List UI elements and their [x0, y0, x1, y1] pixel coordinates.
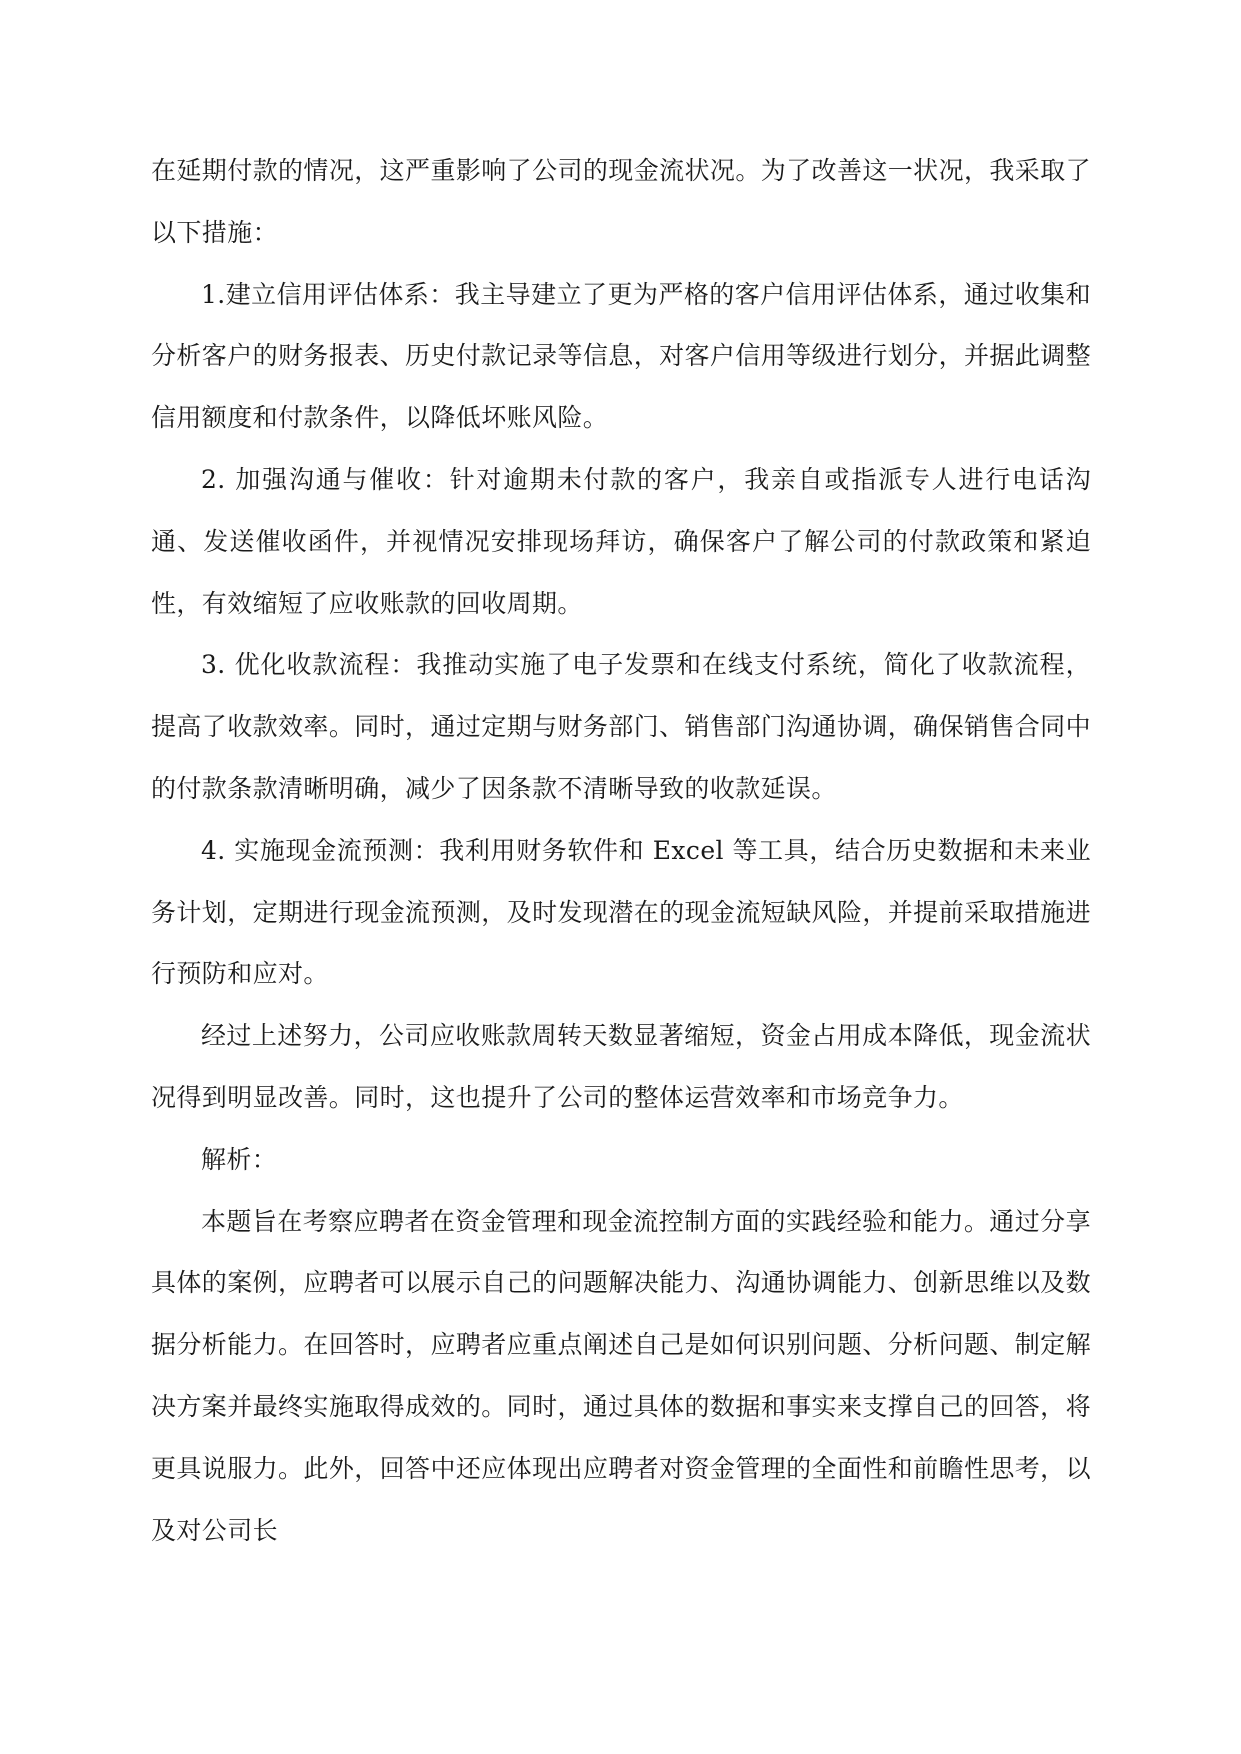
paragraph-measure-3-collection-process: 3. 优化收款流程：我推动实施了电子发票和在线支付系统，简化了收款流程，提高了收款效率。同时，通过定期与财务部门、销售部门沟通协调，确保销售合同中的付款条款清晰明确，减少了因条款不清晰导致的收款延误。	[151, 650, 1091, 803]
paragraph-measure-2-communication-collection: 2. 加强沟通与催收：针对逾期未付款的客户，我亲自或指派专人进行电话沟通、发送催收函件，并视情况安排现场拜访，确保客户了解公司的付款政策和紧迫性，有效缩短了应收账款的回收周期。	[151, 464, 1091, 618]
paragraph-intro-continued: 在延期付款的情况，这严重影响了公司的现金流状况。为了改善这一状况，我采取了以下措施：	[151, 156, 1091, 247]
paragraph-measure-4-cashflow-forecast: 4. 实施现金流预测：我利用财务软件和 Excel 等工具，结合历史数据和未来业务计划，定期进行现金流预测，及时发现潜在的现金流短缺风险，并提前采取措施进行预防和应对。	[151, 835, 1091, 989]
paragraph-analysis: 本题旨在考察应聘者在资金管理和现金流控制方面的实践经验和能力。通过分享具体的案例，应聘者可以展示自己的问题解决能力、沟通协调能力、创新思维以及数据分析能力。在回答时，应聘者应重点阐述自己是如何识别问题、分析问题、制定解决方案并最终实施取得成效的。同时，通过具体的数据和事实来支撑自己的回答，将更具说服力。此外，回答中还应体现出应聘者对资金管理的全面性和前瞻性思考，以及对公司长	[151, 1206, 1091, 1545]
analysis-heading: 解析：	[201, 1144, 278, 1174]
paragraph-results: 经过上述努力，公司应收账款周转天数显著缩短，资金占用成本降低，现金流状况得到明显改善。同时，这也提升了公司的整体运营效率和市场竞争力。	[151, 1021, 1091, 1112]
document-body	[151, 140, 1091, 1561]
paragraph-measure-1-credit-evaluation: 1.建立信用评估体系：我主导建立了更为严格的客户信用评估体系，通过收集和分析客户的财务报表、历史付款记录等信息，对客户信用等级进行划分，并据此调整信用额度和付款条件，以降低坏账风险。	[151, 279, 1091, 433]
